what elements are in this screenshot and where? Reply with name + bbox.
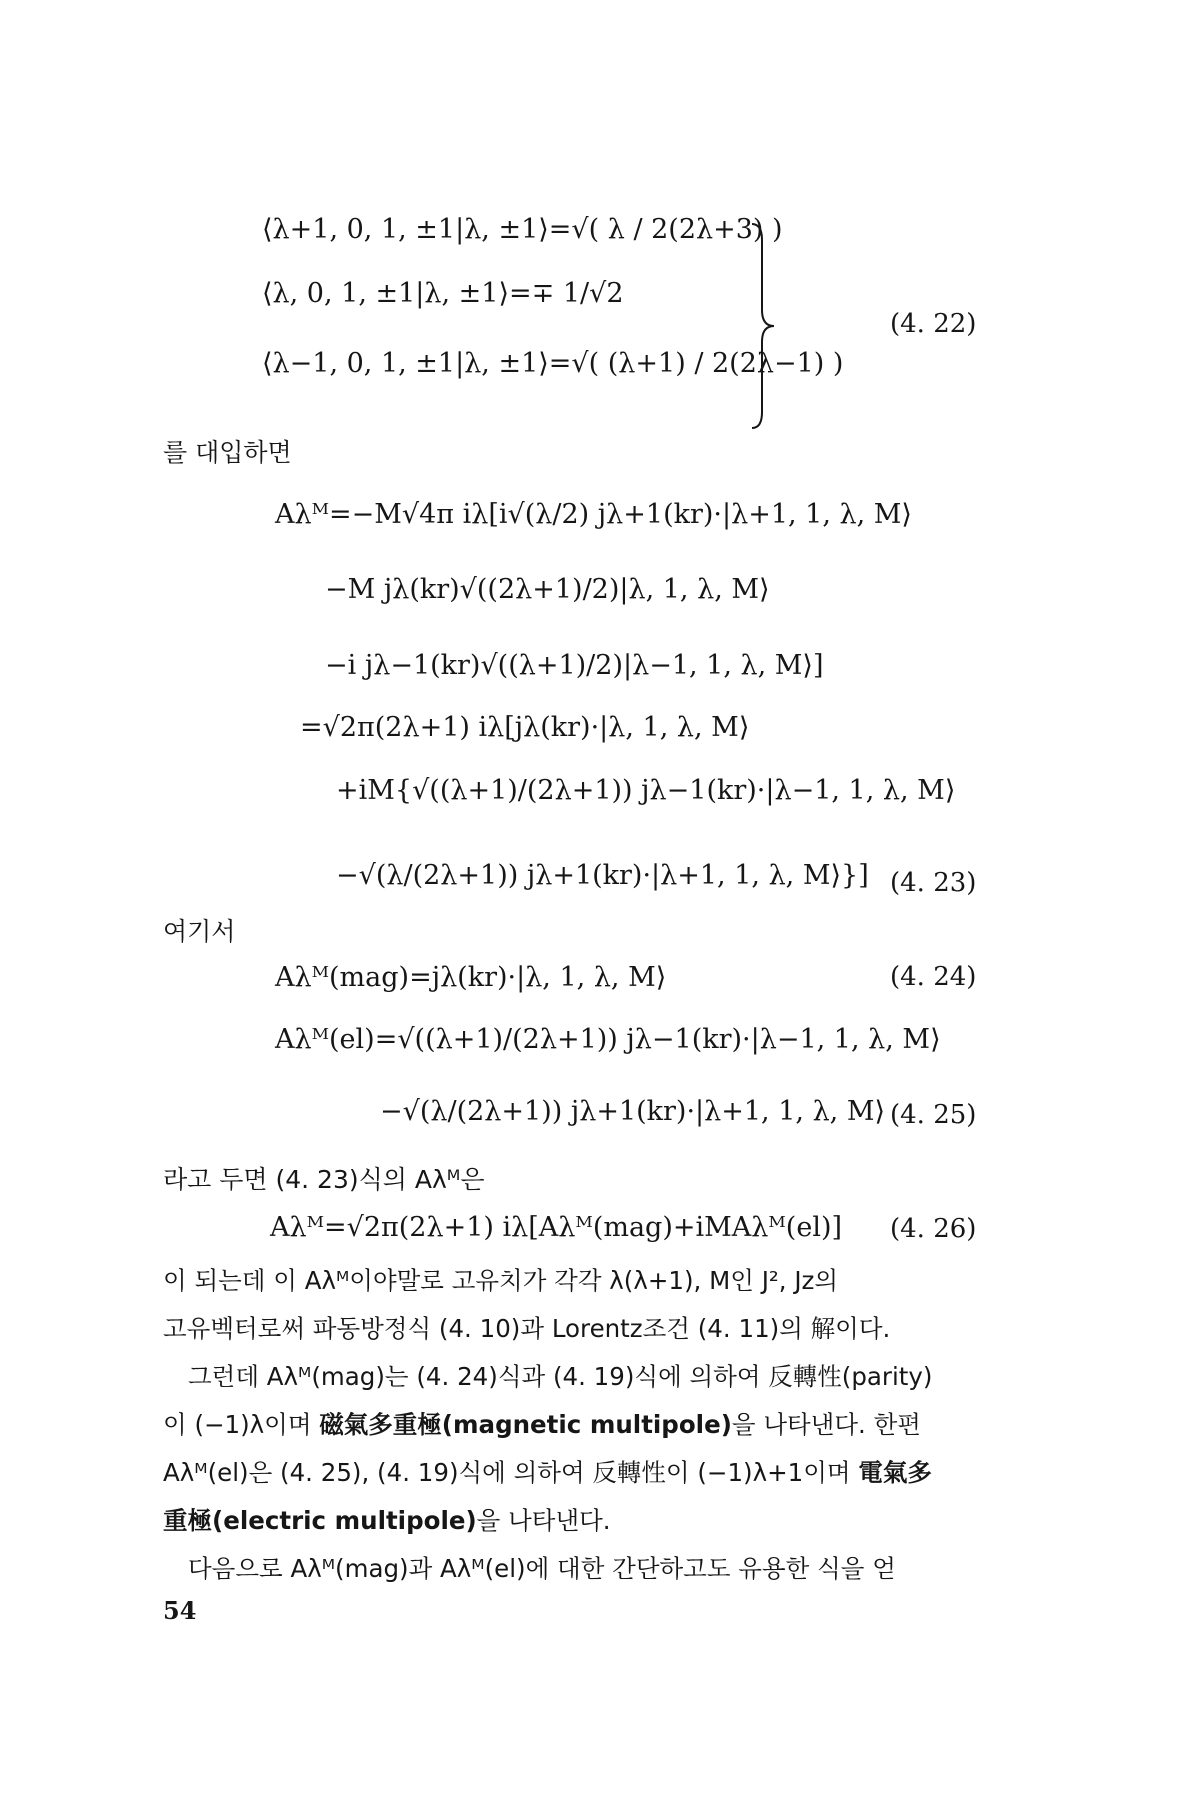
eq-4-22-line3: ⟨λ−1, 0, 1, ±1|λ, ±1⟩=√( (λ+1) / 2(2λ−1) )	[262, 348, 844, 379]
text-substitute: 를 대입하면	[163, 438, 292, 467]
text-span: 이 (−1)λ이며	[163, 1410, 320, 1439]
eq-4-25-line1: Aλᴹ(el)=√((λ+1)/(2λ+1)) jλ−1(kr)·|λ−1, 1, λ, M⟩	[275, 1024, 941, 1055]
eq-4-22-line1: ⟨λ+1, 0, 1, ±1|λ, ±1⟩=√( λ / 2(2λ+3) )	[262, 214, 783, 245]
eq-4-23-line3: −i jλ−1(kr)√((λ+1)/2)|λ−1, 1, λ, M⟩]	[325, 650, 824, 681]
paragraph-line: 이 되는데 이 Aλᴹ이야말로 고유치가 각각 λ(λ+1), M인 J², Jz의	[163, 1266, 839, 1295]
eq-4-23-line1: Aλᴹ=−M√4π iλ[i√(λ/2) jλ+1(kr)·|λ+1, 1, λ, M⟩	[275, 499, 912, 530]
term-magnetic-multipole: 磁氣多重極(magnetic multipole)	[319, 1410, 732, 1439]
eq-4-26-line1: Aλᴹ=√2π(2λ+1) iλ[Aλᴹ(mag)+iMAλᴹ(el)]	[270, 1212, 843, 1243]
paragraph-line: 고유벡터로써 파동방정식 (4. 10)과 Lorentz조건 (4. 11)의 解이다.	[163, 1314, 891, 1343]
paragraph-line: 다음으로 Aλᴹ(mag)과 Aλᴹ(el)에 대한 간단하고도 유용한 식을 얻	[188, 1554, 896, 1583]
text-span: 을 나타낸다. 한편	[731, 1410, 921, 1439]
paragraph-line	[163, 1454, 1023, 1492]
paragraph-line: 그런데 Aλᴹ(mag)는 (4. 24)식과 (4. 19)식에 의하여 反轉性(parity)	[188, 1362, 933, 1391]
text-then: 라고 두면 (4. 23)식의 Aλᴹ은	[163, 1165, 485, 1194]
eq-4-23-line6: −√(λ/(2λ+1)) jλ+1(kr)·|λ+1, 1, λ, M⟩}]	[336, 860, 869, 891]
eq-number-4-22: (4. 22)	[890, 309, 977, 339]
eq-4-24-line1: Aλᴹ(mag)=jλ(kr)·|λ, 1, λ, M⟩	[275, 962, 667, 993]
paragraph-line	[163, 1406, 1023, 1444]
eq-4-23-line4: =√2π(2λ+1) iλ[jλ(kr)·|λ, 1, λ, M⟩	[300, 712, 750, 743]
eq-number-4-25: (4. 25)	[890, 1100, 977, 1130]
right-brace-icon	[748, 222, 778, 430]
text-span: 을 나타낸다.	[476, 1506, 611, 1535]
eq-4-25-line2: −√(λ/(2λ+1)) jλ+1(kr)·|λ+1, 1, λ, M⟩	[380, 1096, 886, 1127]
eq-4-23-line2: −M jλ(kr)√((2λ+1)/2)|λ, 1, λ, M⟩	[325, 574, 770, 605]
term-electric-multipole-part2: 重極(electric multipole)	[163, 1506, 477, 1535]
term-electric-multipole-part1: 電氣多	[858, 1458, 932, 1487]
paragraph-line	[163, 1502, 1023, 1540]
eq-number-4-26: (4. 26)	[890, 1214, 977, 1244]
eq-number-4-24: (4. 24)	[890, 962, 977, 992]
eq-4-22-line2: ⟨λ, 0, 1, ±1|λ, ±1⟩=∓ 1/√2	[262, 278, 624, 309]
page-number: 54	[163, 1596, 197, 1625]
text-span: Aλᴹ(el)은 (4. 25), (4. 19)식에 의하여 反轉性이 (−1)λ+1이며	[163, 1458, 859, 1487]
eq-4-23-line5: +iM{√((λ+1)/(2λ+1)) jλ−1(kr)·|λ−1, 1, λ, M⟩	[336, 775, 956, 806]
text-here: 여기서	[163, 917, 236, 946]
eq-number-4-23: (4. 23)	[890, 868, 977, 898]
